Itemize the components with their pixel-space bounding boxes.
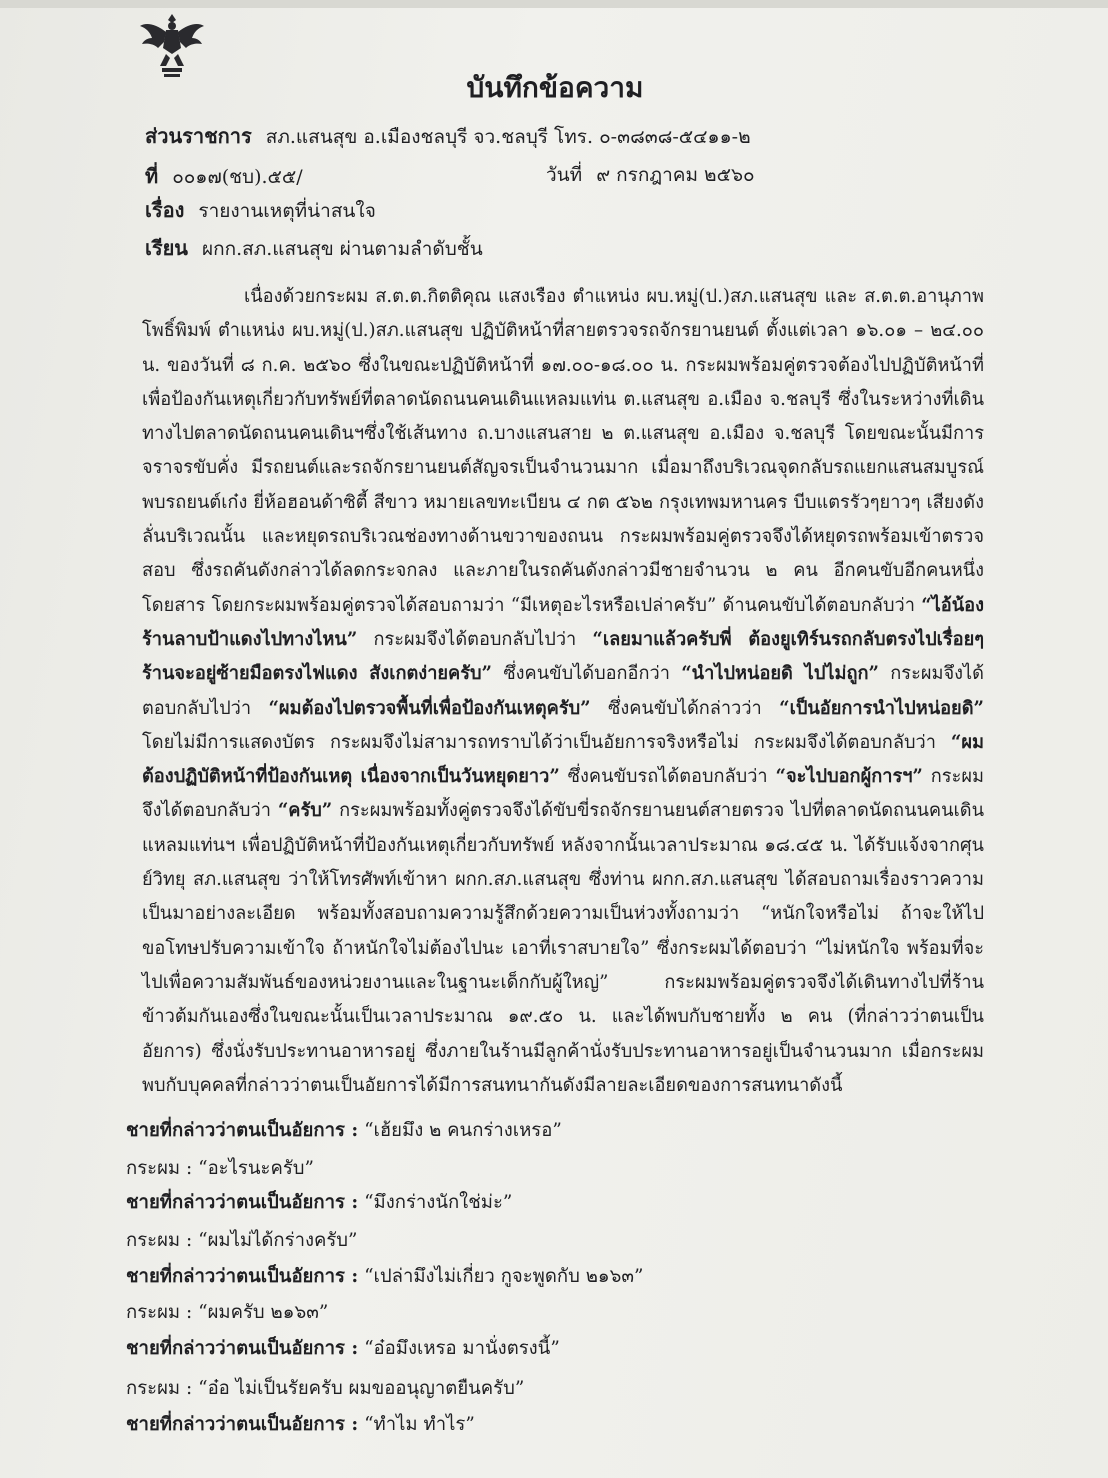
body-quote: “เป็นอัยการนำไปหน่อยดิ” <box>779 697 984 719</box>
dialogue-speaker: ชายที่กล่าวว่าตนเป็นอัยการ : <box>126 1192 359 1213</box>
dialogue-speaker: กระผม : <box>126 1302 193 1323</box>
body-quote: “ไอ้น้องร้านลาบป้าแดงไปทางไหน” <box>142 594 984 650</box>
dialogue-speaker: ชายที่กล่าวว่าตนเป็นอัยการ : <box>126 1120 359 1141</box>
reference-value: ๐๐๑๗(ชบ).๕๕/ <box>172 166 303 188</box>
subject-value: รายงานเหตุที่น่าสนใจ <box>198 200 376 222</box>
department-label: ส่วนราชการ <box>145 124 252 148</box>
body-text: กระผมพร้อมทั้งคู่ตรวจจึงได้ขับขี่รถจักรยานยนต์สายตรวจ ไปที่ตลาดนัดถนนคนเดินแหลมแท่นฯ เพื่อปฏิบัติหน้าที่ป้องกันเหตุเกี่ยวกับทรัพย์ หลังจากนั้นเวลาประมาณ ๑๘.๔๕ น. ได้รับแจ้งจากศุนย์วิทยุ สภ.แสนสุข ว่าให้โทรศัพท์เข้าหา ผกก.สภ.แสนสุข ซึ่งท่าน ผกก.สภ.แสนสุข ได้สอบถามเรื่องราวความเป็นมาอย่างละเอียด พร้อมทั้งสอบถามความรู้สึกด้วยความเป็นห่วงทั้งถามว่า “หนักใจหรือไม่ ถ้าจะให้ไปขอโทษปรับความเข้าใจ ถ้าหนักใจไม่ต้องไปนะ เอาที่เราสบายใจ” ซึ่งกระผมได้ตอบว่า “ไม่หนักใจ พร้อมที่จะไปเพื่อความสัมพันธ์ของหน่วยงานและในฐานะเด็กกับผู้ใหญ่” กระผมพร้อมคู่ตรวจจึงได้เดินทางไปที่ร้านข้าวต้มกันเองซึ่งในขณะนั้นเป็นเวลาประมาณ ๑๙.๕๐ น. และได้พบกับชายทั้ง ๒ คน (ที่กล่าวว่าตนเป็นอัยการ) ซึ่งนั่งรับประทานอาหารอยู่ ซึ่งภายในร้านมีลูกค้านั่งรับประทานอาหารอยู่เป็นจำนวนมาก เมื่อกระผมพบกับบุคคลที่กล่าวว่าตนเป็นอัยการได้มีการสนทนากันดังมีลายละเอียดของการสนทนาดังนี้ <box>142 800 984 1096</box>
memo-title: บันทึกข้อความ <box>466 71 644 104</box>
dialogue-speaker: กระผม : <box>126 1158 193 1179</box>
recipient-label: เรียน <box>145 236 188 260</box>
body-quote: “จะไปบอกผู้การฯ” <box>775 766 923 788</box>
dialogue-line <box>126 1116 562 1145</box>
dialogue-text: “ผมไม่ได้กร่างครับ” <box>192 1230 358 1251</box>
subject-row <box>145 194 376 226</box>
reference-label: ที่ <box>145 164 159 188</box>
dialogue-line <box>126 1410 475 1439</box>
dialogue-text: “เปล่ามึงไม่เกี่ยว กูจะพูดกับ ๒๑๖๓” <box>358 1266 644 1287</box>
body-text: ซึ่งคนขับรถได้ตอบกลับว่า <box>559 766 776 788</box>
subject-label: เรื่อง <box>145 198 185 222</box>
dialogue-line <box>126 1262 644 1291</box>
body-text: โดยไม่มีการแสดงบัตร กระผมจึงไม่สามารถทราบได้ว่าเป็นอัยการจริงหรือไม่ กระผมจึงได้ตอบกลับว่า <box>142 731 951 753</box>
dialogue-text: “เฮ้ยมึง ๒ คนกร่างเหรอ” <box>358 1120 562 1141</box>
body-quote: “เลยมาแล้วครับพี่ ต้องยูเทิร์นรถกลับตรงไปเรื่อยๆร้านจะอยู่ซ้ายมือตรงไฟแดง สังเกตง่ายครับ” <box>142 628 984 685</box>
department-value: สภ.แสนสุข อ.เมืองชลบุรี จว.ชลบุรี โทร. ๐-๓๘๓๘-๕๔๑๑-๒ <box>265 126 751 148</box>
body-text: กระผมจึงได้ตอบกลับว่า <box>142 766 984 822</box>
body-quote: “ครับ” <box>277 800 333 822</box>
dialogue-speaker: ชายที่กล่าวว่าตนเป็นอัยการ : <box>126 1338 359 1359</box>
memo-body <box>142 280 984 1103</box>
dialogue-text: “อ๋อ ไม่เป็นรัยครับ ผมขออนุญาตยืนครับ” <box>192 1378 525 1399</box>
dialogue-text: “อะไรนะครับ” <box>192 1158 314 1179</box>
body-quote: “ผมต้องไปตรวจพื้นที่เพื่อป้องกันเหตุครับ” <box>268 697 591 719</box>
dialogue-text: “ทำไม ทำไร” <box>358 1414 475 1435</box>
dialogue-line <box>126 1374 524 1403</box>
body-quote: “นำไปหน่อยดิ ไปไม่ถูก” <box>681 663 879 685</box>
reference-row <box>145 160 303 192</box>
dialogue-speaker: กระผม : <box>126 1378 193 1399</box>
date-row <box>546 160 755 190</box>
body-text: ซึ่งคนขับได้กล่าวว่า <box>590 697 780 719</box>
body-text: กระผมจึงได้ตอบกลับไปว่า <box>357 628 593 650</box>
page-top-edge <box>0 0 1108 8</box>
dialogue-line <box>126 1334 560 1363</box>
recipient-row <box>145 232 483 264</box>
dialogue-text: “ผมครับ ๒๑๖๓” <box>192 1302 329 1323</box>
body-text: เนื่องด้วยกระผม ส.ต.ต.กิตติคุณ แสงเรือง ตำแหน่ง ผบ.หมู่(ป.)สภ.แสนสุข และ ส.ต.ต.อานุภาพ โพธิ์พิมพ์ ตำแหน่ง ผบ.หมู่(ป.)สภ.แสนสุข ปฏิบัติหน้าที่สายตรวจรถจักรยานยนต์ ตั้งแต่เวลา ๑๖.๐๑ – ๒๔.๐๐ น. ของวันที่ ๘ ก.ค. ๒๕๖๐ ซึ่งในขณะปฏิบัติหน้าที่ ๑๗.๐๐-๑๘.๐๐ น. กระผมพร้อมคู่ตรวจต้องไปปฏิบัติหน้าที่เพื่อป้องกันเหตุเกี่ยวกับทรัพย์ที่ตลาดนัดถนนคนเดินแหลมแท่น ต.แสนสุข อ.เมือง จ.ชลบุรี ซึ่งในระหว่างที่เดินทางไปตลาดนัดถนนคนเดินฯซึ่งใช้เส้นทาง ถ.บางแสนสาย ๒ ต.แสนสุข อ.เมือง จ.ชลบุรี โดยขณะนั้นมีการจราจรขับคั่ง มีรถยนต์และรถจักรยานยนต์สัญจรเป็นจำนวนมาก เมื่อมาถึงบริเวณจุดกลับรถแยกแสนสมบูรณ์ พบรถยนต์เก๋ง ยี่ห้อฮอนด้าซิตี้ สีขาว หมายเลขทะเบียน ๔ กต ๕๖๒ กรุงเทพมหานคร บีบแตรรัวๆยาวๆ เสียงดังลั่นบริเวณนั้น และหยุดรถบริเวณช่องทางด้านขวาของถนน กระผมพร้อมคู่ตรวจจึงได้หยุดรถพร้อมเข้าตรวจสอบ ซึ่งรถคันดังกล่าวได้ลดกระจกลง และภายในรถคันดังกล่าวมีชายจำนวน ๒ คน อีกคนขับอีกคนหนึ่งโดยสาร โดยกระผมพร้อมคู่ตรวจได้สอบถามว่า “มีเหตุอะไรหรือเปล่าครับ” ด้านคนขับได้ตอบกลับว่า <box>142 286 984 616</box>
dialogue-speaker: ชายที่กล่าวว่าตนเป็นอัยการ : <box>126 1414 359 1435</box>
dialogue-line <box>126 1226 358 1255</box>
dialogue-line <box>126 1298 328 1327</box>
body-text: กระผมจึงได้ตอบกลับไปว่า <box>142 663 984 719</box>
body-text: ซึ่งคนขับได้บอกอีกว่า <box>492 663 682 685</box>
body-quote: “ผมต้องปฏิบัติหน้าที่ป้องกันเหตุ เนื่องจากเป็นวันหยุดยาว” <box>142 731 984 788</box>
dialogue-speaker: กระผม : <box>126 1230 193 1251</box>
dialogue-text: “มึงกร่างนักใช่ม่ะ” <box>358 1192 513 1213</box>
dialogue-line <box>126 1154 314 1183</box>
recipient-value: ผกก.สภ.แสนสุข ผ่านตามลำดับชั้น <box>201 238 483 260</box>
dialogue-line <box>126 1188 512 1217</box>
date-value: ๙ กรกฎาคม ๒๕๖๐ <box>596 164 755 186</box>
department-row <box>145 120 751 152</box>
dialogue-speaker: ชายที่กล่าวว่าตนเป็นอัยการ : <box>126 1266 359 1287</box>
dialogue-text: “อ๋อมึงเหรอ มานั่งตรงนี้” <box>358 1338 560 1359</box>
date-label: วันที่ <box>546 164 583 186</box>
